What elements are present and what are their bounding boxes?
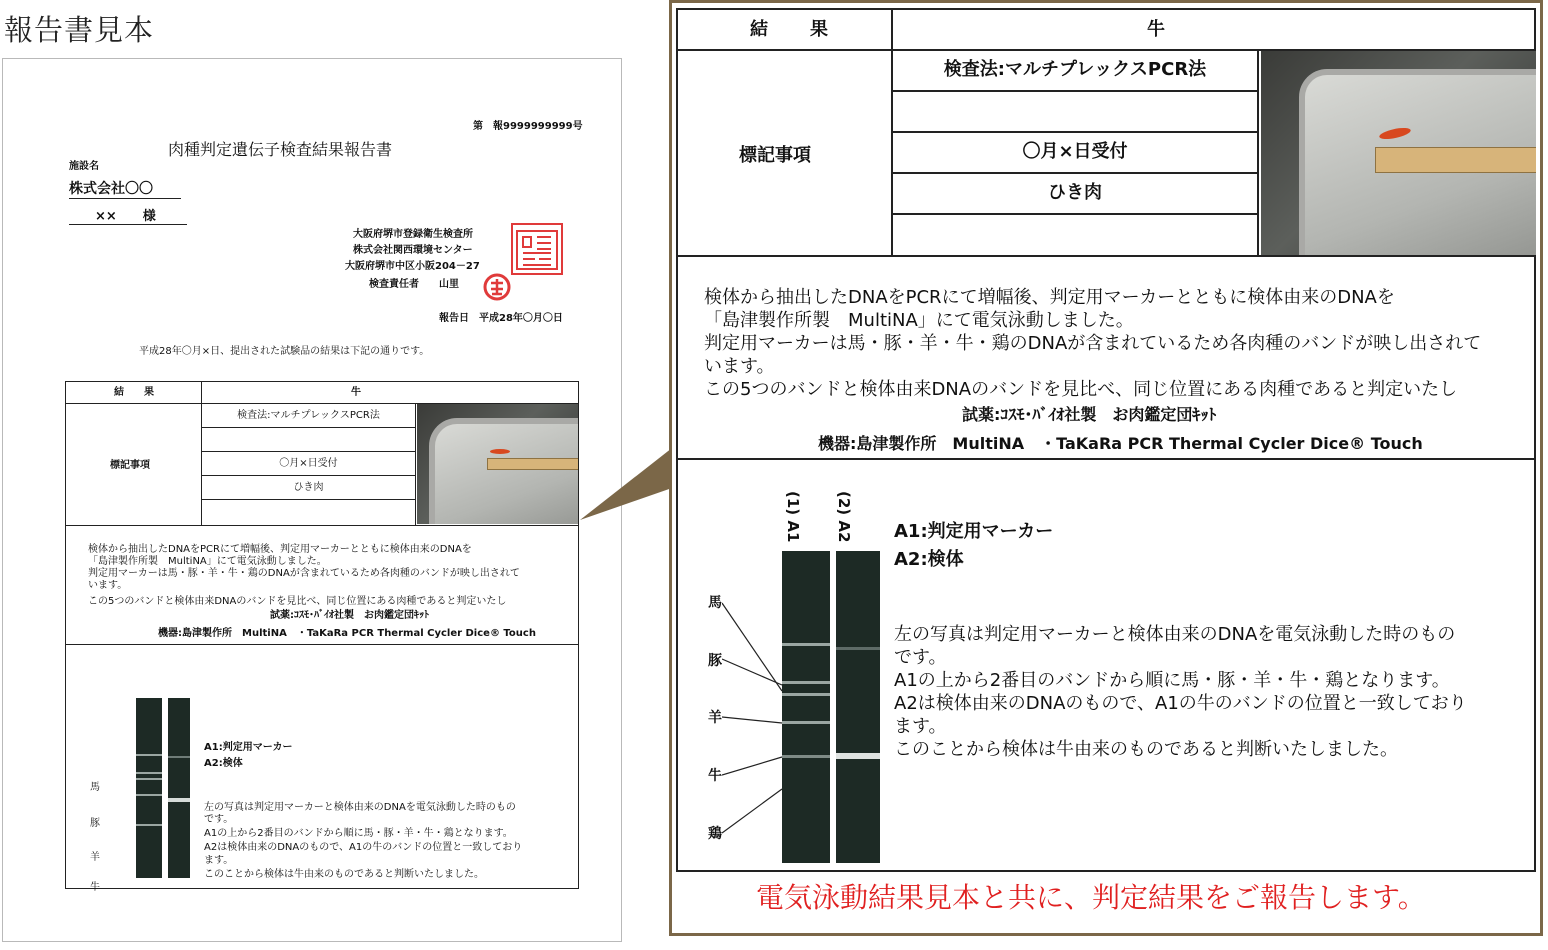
species-cow: 牛 [708, 768, 722, 784]
footer-note: 電気泳動結果見本と共に、判定結果をご報告します。 [756, 881, 1426, 914]
marking-row [893, 174, 1257, 215]
gel-expl-4: A2は検体由来のDNAのもので、A1の牛のバンドの位置と一致しており [894, 693, 1467, 714]
personal-seal-icon [483, 273, 511, 301]
legend-a2: A2:検体 [894, 549, 964, 570]
marking-cells [202, 404, 416, 525]
result-value: 牛 [351, 387, 361, 398]
marking-row [893, 133, 1257, 174]
desc-line-3: 判定用マーカーは馬・豚・羊・牛・鶏のDNAが含まれているため各肉種のバンドが映し出されて [88, 568, 520, 579]
species-small-horse: 馬 [90, 782, 100, 793]
report-intro: 平成28年〇月×日、提出された試験品の結果は下記の通りです。 [139, 346, 430, 357]
gel-expl-small-4: A2は検体由来のDNAのもので、A1の牛のバンドの位置と一致しており [204, 842, 523, 853]
sample-photo-small [417, 404, 578, 524]
received-text: 〇月×日受付 [279, 458, 338, 469]
lane1-label: (1) A1 [784, 491, 802, 543]
gel-expl-small-3: A1の上から2番目のバンドから順に馬・豚・羊・牛・鶏となります。 [204, 828, 513, 839]
zoom-desc-line-1: 検体から抽出したDNAをPCRにて増幅後、判定用マーカーとともに検体由来のDNAを [704, 287, 1395, 308]
gel-expl-6: このことから検体は牛由来のものであると判断いたしました。 [894, 739, 1398, 760]
species-sheep: 羊 [708, 710, 722, 726]
issuer-line-2: 株式会社関西環境センター [353, 245, 473, 256]
report-date: 報告日 平成28年〇月〇日 [439, 313, 563, 324]
marking-row [893, 51, 1257, 92]
facility-label: 施設名 [69, 161, 99, 172]
marking-label: 標記事項 [110, 460, 150, 471]
marking-row [202, 404, 415, 428]
result-table-small [65, 381, 579, 893]
issuer-line-3: 大阪府堺市中区小阪204－27 [345, 261, 480, 272]
zoomed-result-panel [669, 0, 1543, 936]
gel-expl-3: A1の上から2番目のバンドから順に馬・豚・羊・牛・鶏となります。 [894, 670, 1450, 691]
company-seal [511, 223, 563, 275]
gel-lane-a1-small [136, 698, 162, 878]
report-page-thumbnail [2, 58, 622, 942]
legend-a2-small: A2:検体 [204, 758, 243, 769]
species-chicken: 鶏 [708, 826, 722, 842]
gel-expl-small-2: です。 [204, 814, 234, 825]
gel-expl-2: です。 [894, 647, 947, 668]
marking-row [202, 476, 415, 500]
table-divider [66, 644, 578, 645]
zoom-marking-label: 標記事項 [739, 145, 811, 166]
gel-expl-small-6: このことから検体は牛由来のものであると判断いたしました。 [204, 869, 484, 880]
zoom-method-text: 検査法:マルチプレックスPCR法 [943, 59, 1207, 80]
species-pig: 豚 [708, 653, 722, 669]
report-title: 肉種判定遺伝子検査結果報告書 [168, 140, 393, 159]
issuer-line-4: 検査責任者 山里 [369, 279, 459, 290]
zoom-reagent-text: 試薬:ｺｽﾓ･ﾊﾞｲｵ社製 お肉鑑定団ｷｯﾄ [962, 405, 1217, 424]
company-name: 株式会社〇〇 [69, 178, 181, 199]
result-label: 結 果 [114, 387, 154, 398]
marking-row [202, 428, 415, 452]
zoom-equipment-text: 機器:島津製作所 MultiNA ・TaKaRa PCR Thermal Cycler Dice® Touch [818, 434, 1423, 453]
gel-expl-5: ます。 [894, 716, 947, 737]
method-text: 検査法:マルチプレックスPCR法 [237, 410, 380, 421]
zoom-pointer-icon [580, 440, 676, 522]
table-divider [676, 458, 1536, 460]
desc-line-4: います。 [88, 580, 128, 591]
zoom-desc-line-2: 「島津製作所製 MultiNA」にて電気泳動しました。 [704, 310, 1134, 331]
zoom-desc-line-3: 判定用マーカーは馬・豚・羊・牛・鶏のDNAが含まれているため各肉種のバンドが映し出されて [704, 333, 1482, 354]
desc-line-2: 「島津製作所製 MultiNA」にて電気泳動しました。 [88, 556, 327, 567]
sample-type-text: ひき肉 [293, 482, 324, 493]
gel-lane-a1 [782, 551, 830, 863]
marking-row [893, 92, 1257, 133]
desc-line-5: この5つのバンドと検体由来DNAのバンドを見比べ、同じ位置にある肉種であると判定いたし [88, 596, 507, 607]
species-small-pig: 豚 [90, 818, 100, 829]
page-heading: 報告書見本 [4, 13, 155, 47]
species-pointer-lines [722, 593, 784, 843]
gel-lane-a2-small [168, 698, 190, 878]
reagent-text: 試薬:ｺｽﾓ･ﾊﾞｲｵ社製 お肉鑑定団ｷｯﾄ [270, 610, 429, 621]
gel-expl-small-5: ます。 [204, 855, 234, 866]
equipment-text: 機器:島津製作所 MultiNA ・TaKaRa PCR Thermal Cycler Dice® Touch [158, 628, 536, 639]
table-divider [676, 255, 1536, 257]
recipient: ×× 様 [69, 205, 187, 225]
zoom-desc-line-5: この5つのバンドと検体由来DNAのバンドを見比べ、同じ位置にある肉種であると判定いたし [704, 379, 1458, 400]
legend-a1-small: A1:判定用マーカー [204, 742, 293, 753]
zoom-received-text: 〇月×日受付 [1022, 141, 1128, 162]
lane2-label: (2) A2 [835, 491, 853, 543]
marking-row [202, 452, 415, 476]
zoom-result-label: 結 果 [750, 19, 830, 40]
table-divider [66, 525, 578, 526]
gel-expl-small-1: 左の写真は判定用マーカーと検体由来のDNAを電気泳動した時のもの [204, 802, 516, 813]
species-small-sheep: 羊 [90, 852, 100, 863]
report-number: 第 報9999999999号 [473, 121, 583, 132]
legend-a1: A1:判定用マーカー [894, 521, 1054, 542]
zoom-marking-cells [893, 51, 1259, 256]
desc-line-1: 検体から抽出したDNAをPCRにて増幅後、判定用マーカーとともに検体由来のDNAを [88, 544, 472, 555]
zoom-sample-type-text: ひき肉 [1048, 182, 1102, 203]
company-seal-icon [515, 229, 559, 271]
zoom-result-value: 牛 [1147, 19, 1165, 40]
species-horse: 馬 [708, 595, 722, 611]
gel-expl-1: 左の写真は判定用マーカーと検体由来のDNAを電気泳動した時のもの [894, 624, 1456, 645]
issuer-line-1: 大阪府堺市登録衛生検査所 [353, 229, 473, 240]
gel-lane-a2 [836, 551, 880, 863]
zoom-desc-line-4: います。 [704, 356, 775, 377]
sample-photo [1261, 51, 1536, 255]
species-small-cow: 牛 [90, 882, 100, 893]
